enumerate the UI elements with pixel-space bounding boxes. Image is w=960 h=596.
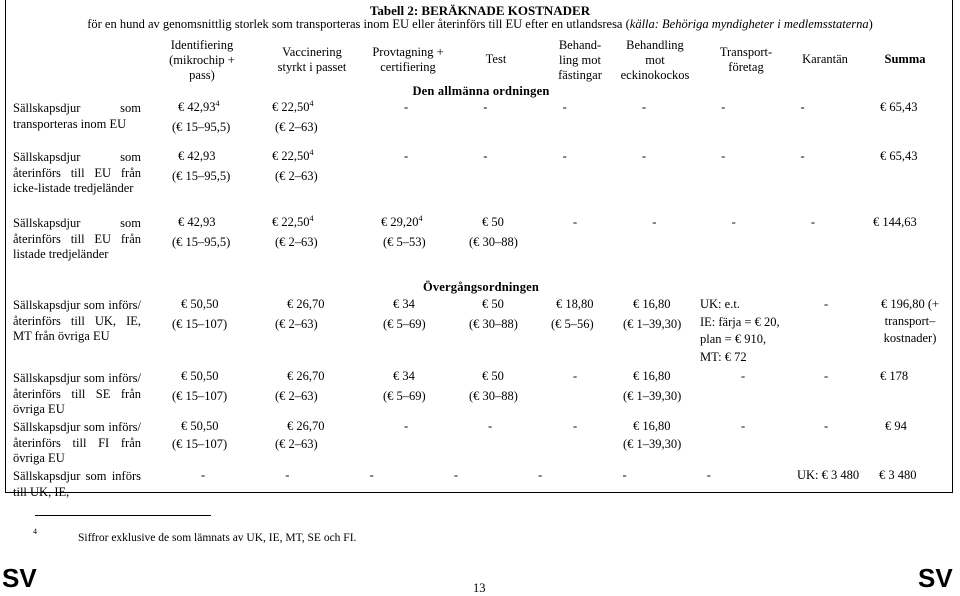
header-transportforetag: Transport- företag	[719, 45, 773, 74]
transport-value: UK: e.t. IE: färja = € 20, plan = € 910, MT: € 72	[700, 297, 780, 364]
ident-range: (€ 15–95,5)	[172, 120, 231, 134]
row-label: Sällskapsdjur som transporteras inom EU	[13, 101, 141, 131]
page-number: 13	[473, 581, 486, 595]
transport-value: -	[741, 419, 746, 433]
summa-value: € 144,63	[873, 215, 917, 229]
prov-range: (€ 5–53)	[383, 235, 426, 249]
summa-value: € 94	[885, 419, 907, 433]
ident-range: (€ 15–107)	[172, 437, 228, 451]
eck-range: (€ 1–39,30)	[623, 437, 682, 451]
summa-value: € 196,80 (+ transport– kostnader)	[880, 297, 940, 345]
ident-range: (€ 15–95,5)	[172, 235, 231, 249]
header-karantan: Karantän	[802, 52, 848, 66]
ident-value: € 42,93	[178, 149, 216, 163]
fast-value: -	[573, 369, 578, 383]
eck-range: (€ 1–39,30)	[623, 317, 682, 331]
fast-value: € 18,80	[556, 297, 594, 311]
band-general: Den allmänna ordningen	[412, 84, 550, 98]
header-vaccinering: Vaccinering styrkt i passet	[277, 45, 347, 74]
ident-value: € 50,50	[181, 419, 219, 433]
header-summa: Summa	[884, 52, 926, 66]
test-range: (€ 30–88)	[469, 389, 518, 403]
vacc-value: € 26,70	[287, 419, 325, 433]
row-label: Sällskapsdjur som införs till UK, IE,	[13, 469, 141, 499]
table-title: Tabell 2: BERÄKNADE KOSTNADER	[369, 3, 591, 18]
eck-value: € 16,80	[633, 419, 671, 433]
prov-range: (€ 5–69)	[383, 317, 426, 331]
dashes: - - - - - - -	[201, 468, 711, 482]
vacc-value: € 26,70	[287, 369, 325, 383]
vacc-range: (€ 2–63)	[275, 437, 318, 451]
transport-value: -	[741, 369, 746, 383]
vacc-range: (€ 2–63)	[275, 120, 318, 134]
footnote-rule	[35, 515, 211, 516]
summa-value: € 65,43	[880, 149, 918, 163]
test-value: -	[488, 419, 493, 433]
vacc-value: € 22,50$^4$	[272, 98, 314, 114]
prov-range: (€ 5–69)	[383, 389, 426, 403]
prov-value: € 34	[393, 369, 415, 383]
summa-value: € 3 480	[879, 468, 917, 482]
ident-range: (€ 15–107)	[172, 389, 228, 403]
karantan-value: UK: € 3 480	[797, 468, 860, 482]
prov-value: € 34	[393, 297, 415, 311]
test-value: € 50	[482, 369, 504, 383]
karantan-value: -	[824, 419, 829, 433]
footnote-text: Siffror exklusive de som lämnats av UK, IE, MT, SE och FI.	[78, 532, 357, 544]
vacc-value: € 26,70	[287, 297, 325, 311]
test-value: € 50	[482, 215, 504, 229]
dashes: - - - - - -	[404, 100, 805, 114]
eck-range: (€ 1–39,30)	[623, 389, 682, 403]
vacc-value: € 22,50$^4$	[272, 147, 314, 163]
prov-value: € 29,20$^4$	[381, 213, 423, 229]
row-label: Sällskapsdjur som införs/återinförs till UK, IE, MT från övriga EU	[13, 298, 141, 343]
header-behandling-eckinokockos: Behandling mot eckinokockos	[620, 38, 690, 82]
vacc-value: € 22,50$^4$	[272, 213, 314, 229]
row-label: Sällskapsdjur som införs/återinförs till SE från övriga EU	[13, 371, 141, 416]
ident-value: € 50,50	[181, 297, 219, 311]
header-behandling-fastingar: Behand- ling mot fästingar	[558, 38, 602, 82]
language-code-right: SV	[918, 563, 953, 593]
row-label: Sällskapsdjur som återinförs till EU från icke-listade tredjeländer	[13, 150, 141, 195]
summa-value: € 178	[880, 369, 909, 383]
test-range: (€ 30–88)	[469, 235, 518, 249]
ident-value: € 50,50	[181, 369, 219, 383]
vacc-range: (€ 2–63)	[275, 235, 318, 249]
row-label: Sällskapsdjur som införs/återinförs till FI från övriga EU	[13, 420, 141, 465]
karantan-value: -	[824, 297, 829, 311]
dashes: - - - - - -	[404, 149, 805, 163]
ident-range: (€ 15–95,5)	[172, 169, 231, 183]
ident-value: € 42,93	[178, 215, 216, 229]
eck-value: € 16,80	[633, 369, 671, 383]
test-value: € 50	[482, 297, 504, 311]
vacc-range: (€ 2–63)	[275, 389, 318, 403]
header-identifiering: Identifiering (mikrochip + pass)	[169, 38, 235, 82]
vacc-range: (€ 2–63)	[275, 169, 318, 183]
karantan-value: -	[824, 369, 829, 383]
band-transition: Övergångsordningen	[422, 280, 540, 294]
ident-value: € 42,93$^4$	[178, 98, 220, 114]
test-range: (€ 30–88)	[469, 317, 518, 331]
eck-value: € 16,80	[633, 297, 671, 311]
table-caption: för en hund av genomsnittlig storlek som transporteras inom EU eller återinförs till EU efter en utlandsresa (källa: Behöriga myndigheter i medlemsstaterna)	[87, 17, 873, 31]
header-test: Test	[485, 52, 507, 66]
prov-value: -	[404, 419, 409, 433]
vacc-range: (€ 2–63)	[275, 317, 318, 331]
fast-value: -	[573, 419, 578, 433]
fast-range: (€ 5–56)	[551, 317, 594, 331]
header-provtagning: Provtagning + certifiering	[372, 45, 444, 74]
dashes: - - - -	[573, 215, 816, 229]
summa-value: € 65,43	[880, 100, 918, 114]
footnote-number: 4	[33, 527, 37, 536]
language-code-left: SV	[2, 563, 37, 593]
row-label: Sällskapsdjur som återinförs till EU från listade tredjeländer	[13, 216, 141, 261]
ident-range: (€ 15–107)	[172, 317, 228, 331]
